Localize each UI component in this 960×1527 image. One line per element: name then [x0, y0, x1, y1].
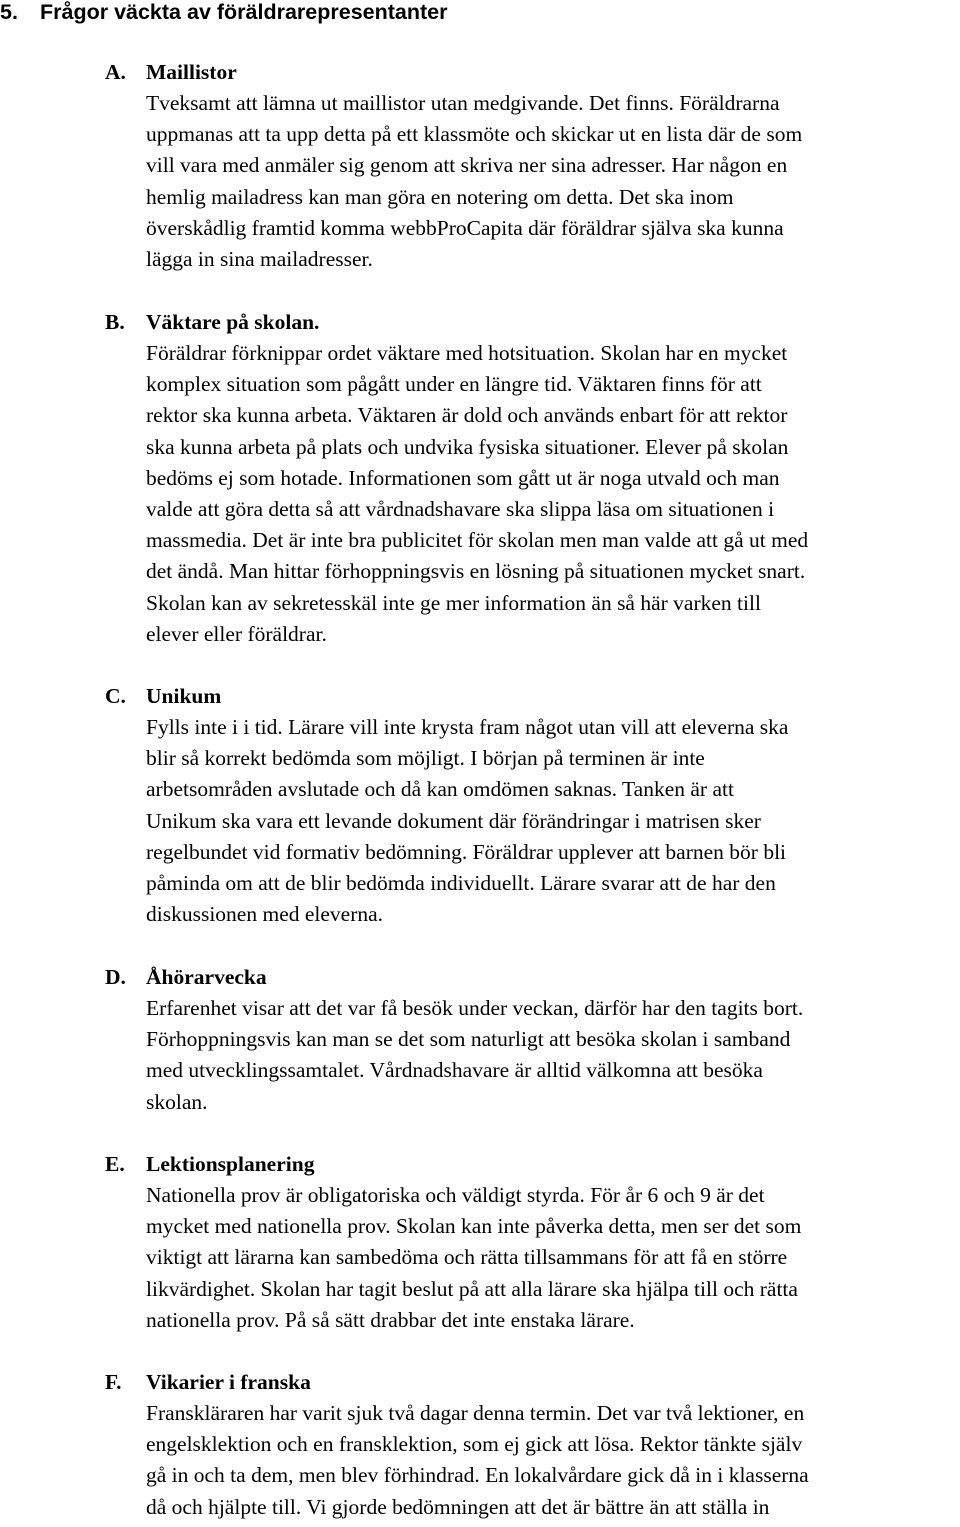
body-line: med utvecklingssamtalet. Vårdnadshavare är alltid välkomna att besöka	[146, 1058, 763, 1083]
section-body	[146, 338, 950, 650]
section-title	[105, 1367, 950, 1398]
body-line: Franskläraren har varit sjuk två dagar denna termin. Det var två lektioner, en	[146, 1401, 805, 1425]
section-title-text: Väktare på skolan.	[146, 310, 320, 334]
body-line: Fylls inte i i tid. Lärare vill inte krysta fram något utan vill att eleverna ska	[146, 715, 789, 739]
section-lektionsplanering	[105, 1149, 950, 1336]
section-title-text: Vikarier i franska	[146, 1370, 311, 1394]
body-line: ska kunna arbeta på plats och undvika fysiska situationer. Elever på skolan	[146, 434, 789, 459]
body-line: mycket med nationella prov. Skolan kan inte påverka detta, men ser det som	[146, 1214, 802, 1239]
section-title	[105, 307, 950, 338]
body-line: Skolan kan av sekretesskäl inte ge mer information än så här varken till	[146, 590, 761, 615]
section-title	[105, 962, 950, 993]
section-body	[146, 1180, 950, 1336]
body-line: bedöms ej som hotade. Informationen som gått ut är noga utvald och man	[146, 465, 780, 490]
body-line: rektor ska kunna arbeta. Väktaren är dold och används enbart för att rektor	[146, 403, 788, 428]
body-line: massmedia. Det är inte bra publicitet för skolan men man valde att gå ut med	[146, 528, 809, 553]
body-line: diskussionen med eleverna.	[146, 902, 384, 927]
body-line: skolan.	[146, 1089, 208, 1114]
section-title-text: Lektionsplanering	[146, 1152, 315, 1176]
item-heading	[0, 0, 447, 28]
section-letter: B.	[105, 310, 125, 334]
body-line: lägga in sina mailadresser.	[146, 247, 373, 272]
body-line: påminda om att de blir bedömda individuellt. Lärare svarar att de har den	[146, 871, 776, 896]
body-line: Tveksamt att lämna ut maillistor utan medgivande. Det finns. Föräldrarna	[146, 91, 780, 115]
section-body	[146, 993, 950, 1118]
section-vaktare	[105, 307, 950, 650]
section-title	[105, 681, 950, 712]
section-letter: E.	[105, 1152, 125, 1176]
body-line: arbetsområden avslutade och då kan omdömen saknas. Tanken är att	[146, 777, 734, 802]
section-title	[105, 1149, 950, 1180]
body-line: gå in och ta dem, men blev förhindrad. En lokalvårdare gick då in i klasserna	[146, 1463, 809, 1488]
section-body	[146, 1398, 950, 1523]
section-title-text: Maillistor	[146, 60, 237, 84]
body-line: valde att göra detta så att vårdnadshavare ska slippa läsa om situationen i	[146, 497, 775, 522]
body-line: likvärdighet. Skolan har tagit beslut på att alla lärare ska hjälpa till och rätta	[146, 1276, 798, 1301]
body-line: komplex situation som pågått under en längre tid. Väktaren finns för att	[146, 372, 762, 397]
body-line: uppmanas att ta upp detta på ett klassmöte och skickar ut en lista där de som	[146, 122, 803, 147]
section-body	[146, 88, 950, 275]
section-letter: A.	[105, 60, 126, 84]
body-line: då och hjälpte till. Vi gjorde bedömningen att det är bättre än att ställa in	[146, 1494, 770, 1519]
body-line: Unikum ska vara ett levande dokument där förändringar i matrisen sker	[146, 808, 761, 833]
section-letter: C.	[105, 684, 126, 708]
body-line: överskådlig framtid komma webbProCapita där föräldrar själva ska kunna	[146, 215, 784, 240]
item-number: 5.	[0, 0, 18, 24]
section-maillistor	[105, 57, 950, 275]
section-title-text: Unikum	[146, 684, 222, 708]
body-line: engelsklektion och en fransklektion, som ej gick att lösa. Rektor tänkte själv	[146, 1432, 803, 1457]
body-line: Föräldrar förknippar ordet väktare med hotsituation. Skolan har en mycket	[146, 341, 788, 365]
item-heading-text: Frågor väckta av föräldrarepresentanter	[40, 0, 448, 24]
section-vikarier-franska	[105, 1367, 950, 1523]
body-line: vill vara med anmäler sig genom att skriva ner sina adresser. Har någon en	[146, 153, 788, 178]
body-line: Erfarenhet visar att det var få besök under veckan, därför har den tagits bort.	[146, 996, 804, 1020]
section-letter: D.	[105, 965, 126, 989]
body-line: viktigt att lärarna kan sambedöma och rätta tillsammans för att få en större	[146, 1245, 788, 1270]
body-line: blir så korrekt bedömda som möjligt. I början på terminen är inte	[146, 746, 705, 771]
body-line: Förhoppningsvis kan man se det som naturligt att besöka skolan i samband	[146, 1027, 791, 1052]
body-line: det ändå. Man hittar förhoppningsvis en lösning på situationen mycket snart.	[146, 559, 806, 584]
section-title	[105, 57, 950, 88]
body-line: nationella prov. På så sätt drabbar det inte enstaka lärare.	[146, 1307, 635, 1332]
section-ahorarvecka	[105, 962, 950, 1118]
body-line: Nationella prov är obligatoriska och väldigt styrda. För år 6 och 9 är det	[146, 1183, 765, 1207]
body-line: elever eller föräldrar.	[146, 621, 327, 646]
body-line: hemlig mailadress kan man göra en notering om detta. Det ska inom	[146, 184, 734, 209]
section-letter: F.	[105, 1370, 122, 1394]
section-title-text: Åhörarvecka	[146, 965, 267, 989]
body-line: regelbundet vid formativ bedömning. Föräldrar upplever att barnen bör bli	[146, 839, 787, 864]
section-unikum	[105, 681, 950, 930]
section-body	[146, 712, 950, 930]
